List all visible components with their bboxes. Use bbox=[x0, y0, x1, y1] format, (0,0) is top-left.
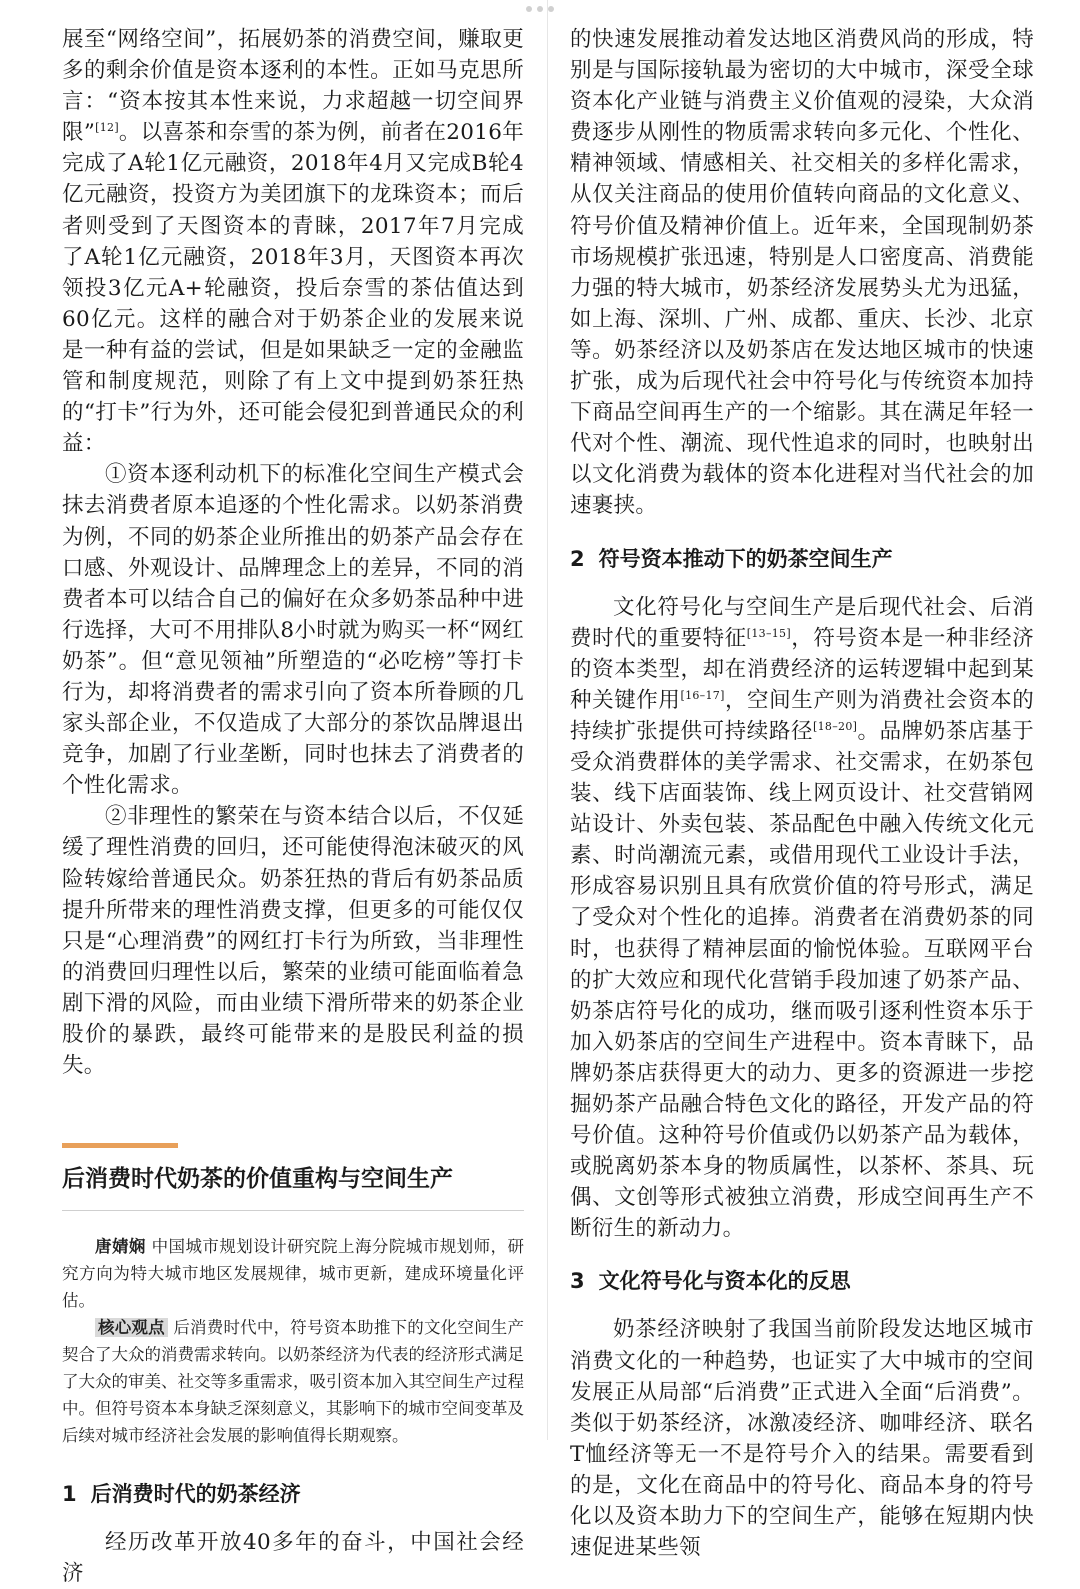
paragraph: ②非理性的繁荣在与资本结合以后，不仅延缓了理性消费的回归，还可能使得泡沫破灭的风险转嫁给普通民众。奶茶狂热的背后有奶茶品质提升所带来的理性消费支撑，但更多的可能仅仅只是“心理消费”的网红打卡行为所致，当非理性的消费回归理性以后，繁荣的业绩可能面临着急剧下滑的风险，而由业绩下滑所带来的奶茶企业股价的暴跌，最终可能带来的是股民利益的损失。 bbox=[62, 804, 524, 1079]
column-divider bbox=[547, 0, 548, 1440]
core-viewpoint-label: 核心观点 bbox=[95, 1318, 168, 1337]
citation-ref[interactable]: [18–20] bbox=[813, 719, 858, 733]
left-column bbox=[62, 24, 525, 1587]
paragraph: 的快速发展推动着发达地区消费风尚的形成，特别是与国际接轨最为密切的大中城市，深受全球资本化产业链与消费主义价值观的浸染，大众消费逐步从刚性的物质需求转向多元化、个性化、精神领域、情感相关、社交相关的多样化需求，从仅关注商品的使用价值转向商品的文化意义、符号价值及精神价值上。近年来，全国现制奶茶市场规模扩张迅速，特别是人口密度高、消费能力强的特大城市，奶茶经济发展势头尤为迅猛，如上海、深圳、广州、成都、重庆、长沙、北京等。奶茶经济以及奶茶店在发达地区城市的快速扩张，成为后现代社会中符号化与传统资本加持下商品空间再生产的一个缩影。其在满足年轻一代对个性、潮流、现代性追求的同时，也映射出以文化消费为载体的资本化进程对当代社会的加速裹挟。 bbox=[570, 27, 1034, 519]
article-accent-bar bbox=[62, 1143, 178, 1148]
article-title: 后消费时代奶茶的价值重构与空间生产 bbox=[62, 1162, 524, 1211]
citation-ref[interactable]: [12] bbox=[95, 121, 119, 135]
paragraph: 展至“网络空间”，拓展奶茶的消费空间，赚取更多的剩余价值是资本逐利的本性。正如马克思所言：“资本按其本性来说，力求超越一切空间界限”[12]。以喜茶和奈雪的茶为例，前者在2016年完成了A轮1亿元融资，2018年4月又完成B轮4亿元融资，投资方为美团旗下的龙珠资本；而后者则受到了天图资本的青睐，2017年7月完成了A轮1亿元融资，2018年3月，天图资本再次领投3亿元A+轮融资，投后奈雪的茶估值达到60亿元。这样的融合对于奶茶企业的发展来说是一种有益的尝试，但是如果缺乏一定的金融监管和制度规范，则除了有上文中提到奶茶狂热的“打卡”行为外，还可能会侵犯到普通民众的利益： bbox=[62, 27, 525, 457]
core-viewpoint: 核心观点 后消费时代中，符号资本助推下的文化空间生产契合了大众的消费需求转向。以奶茶经济为代表的经济形式满足了大众的审美、社交等多重需求，吸引资本加入其空间生产过程中。但符号资本本身缺乏深刻意义，其影响下的城市空间变革及后续对城市经济社会发展的影响值得长期观察。 bbox=[62, 1318, 525, 1446]
section-heading-3: 3 文化符号化与资本化的反思 bbox=[570, 1269, 851, 1294]
paragraph: 经历改革开放40多年的奋斗，中国社会经济 bbox=[62, 1530, 524, 1587]
section-heading-2: 2 符号资本推动下的奶茶空间生产 bbox=[570, 546, 893, 571]
right-column bbox=[570, 24, 1034, 1561]
page-indicator-dots bbox=[526, 6, 554, 12]
citation-ref[interactable]: [13–15] bbox=[746, 626, 791, 640]
author-bio: 唐婧娴 中国城市规划设计研究院上海分院城市规划师，研究方向为特大城市地区发展规律，城市更新，建成环境量化评估。 bbox=[62, 1237, 525, 1311]
paragraph: 奶茶经济映射了我国当前阶段发达地区城市消费文化的一种趋势，也证实了大中城市的空间发展正从局部“后消费”正式进入全面“后消费”。类似于奶茶经济，冰激凌经济、咖啡经济、联名T恤经济等无一不是符号介入的结果。需要看到的是，文化在商品中的符号化、商品本身的符号化以及资本助力下的空间生产，能够在短期内快速促进某些领 bbox=[570, 1317, 1034, 1561]
paragraph: ①资本逐利动机下的标准化空间生产模式会抹去消费者原本追逐的个性化需求。以奶茶消费为例，不同的奶茶企业所推出的奶茶产品会存在口感、外观设计、品牌理念上的差异，不同的消费者本可以结合自己的偏好在众多奶茶品种中进行选择，大可不用排队8小时就为购买一杯“网红奶茶”。但“意见领袖”所塑造的“必吃榜”等打卡行为，却将消费者的需求引向了资本所眷顾的几家头部企业，不仅造成了大部分的茶饮品牌退出竞争，加剧了行业垄断，同时也抹去了消费者的个性化需求。 bbox=[62, 462, 524, 799]
author-name: 唐婧娴 bbox=[95, 1237, 146, 1257]
citation-ref[interactable]: [16–17] bbox=[680, 688, 725, 702]
paragraph: 文化符号化与空间生产是后现代社会、后消费时代的重要特征[13–15]，符号资本是一种非经济的资本类型，却在消费经济的运转逻辑中起到某种关键作用[16–17]，空间生产则为消费社会资本的持续扩张提供可持续路径[18–20]。品牌奶茶店基于受众消费群体的美学需求、社交需求，在奶茶包装、线下店面装饰、线上网页设计、社交营销网站设计、外卖包装、茶品配色中融入传统文化元素、时尚潮流元素，或借用现代工业设计手法，形成容易识别且具有欣赏价值的符号形式，满足了受众对个性化的追捧。消费者在消费奶茶的同时，也获得了精神层面的愉悦体验。互联网平台的扩大效应和现代化营销手段加速了奶茶产品、奶茶店符号化的成功，继而吸引逐利性资本乐于加入奶茶店的空间生产进程中。资本青睐下，品牌奶茶店获得更大的动力、更多的资源进一步挖掘奶茶产品融合特色文化的路径，开发产品的符号价值。这种符号价值或仍以奶茶产品为载体，或脱离奶茶本身的物质属性，以茶杯、茶具、玩偶、文创等形式被独立消费，形成空间再生产不断衍生的新动力。 bbox=[570, 594, 1034, 1242]
section-heading-1: 1 后消费时代的奶茶经济 bbox=[62, 1482, 301, 1507]
